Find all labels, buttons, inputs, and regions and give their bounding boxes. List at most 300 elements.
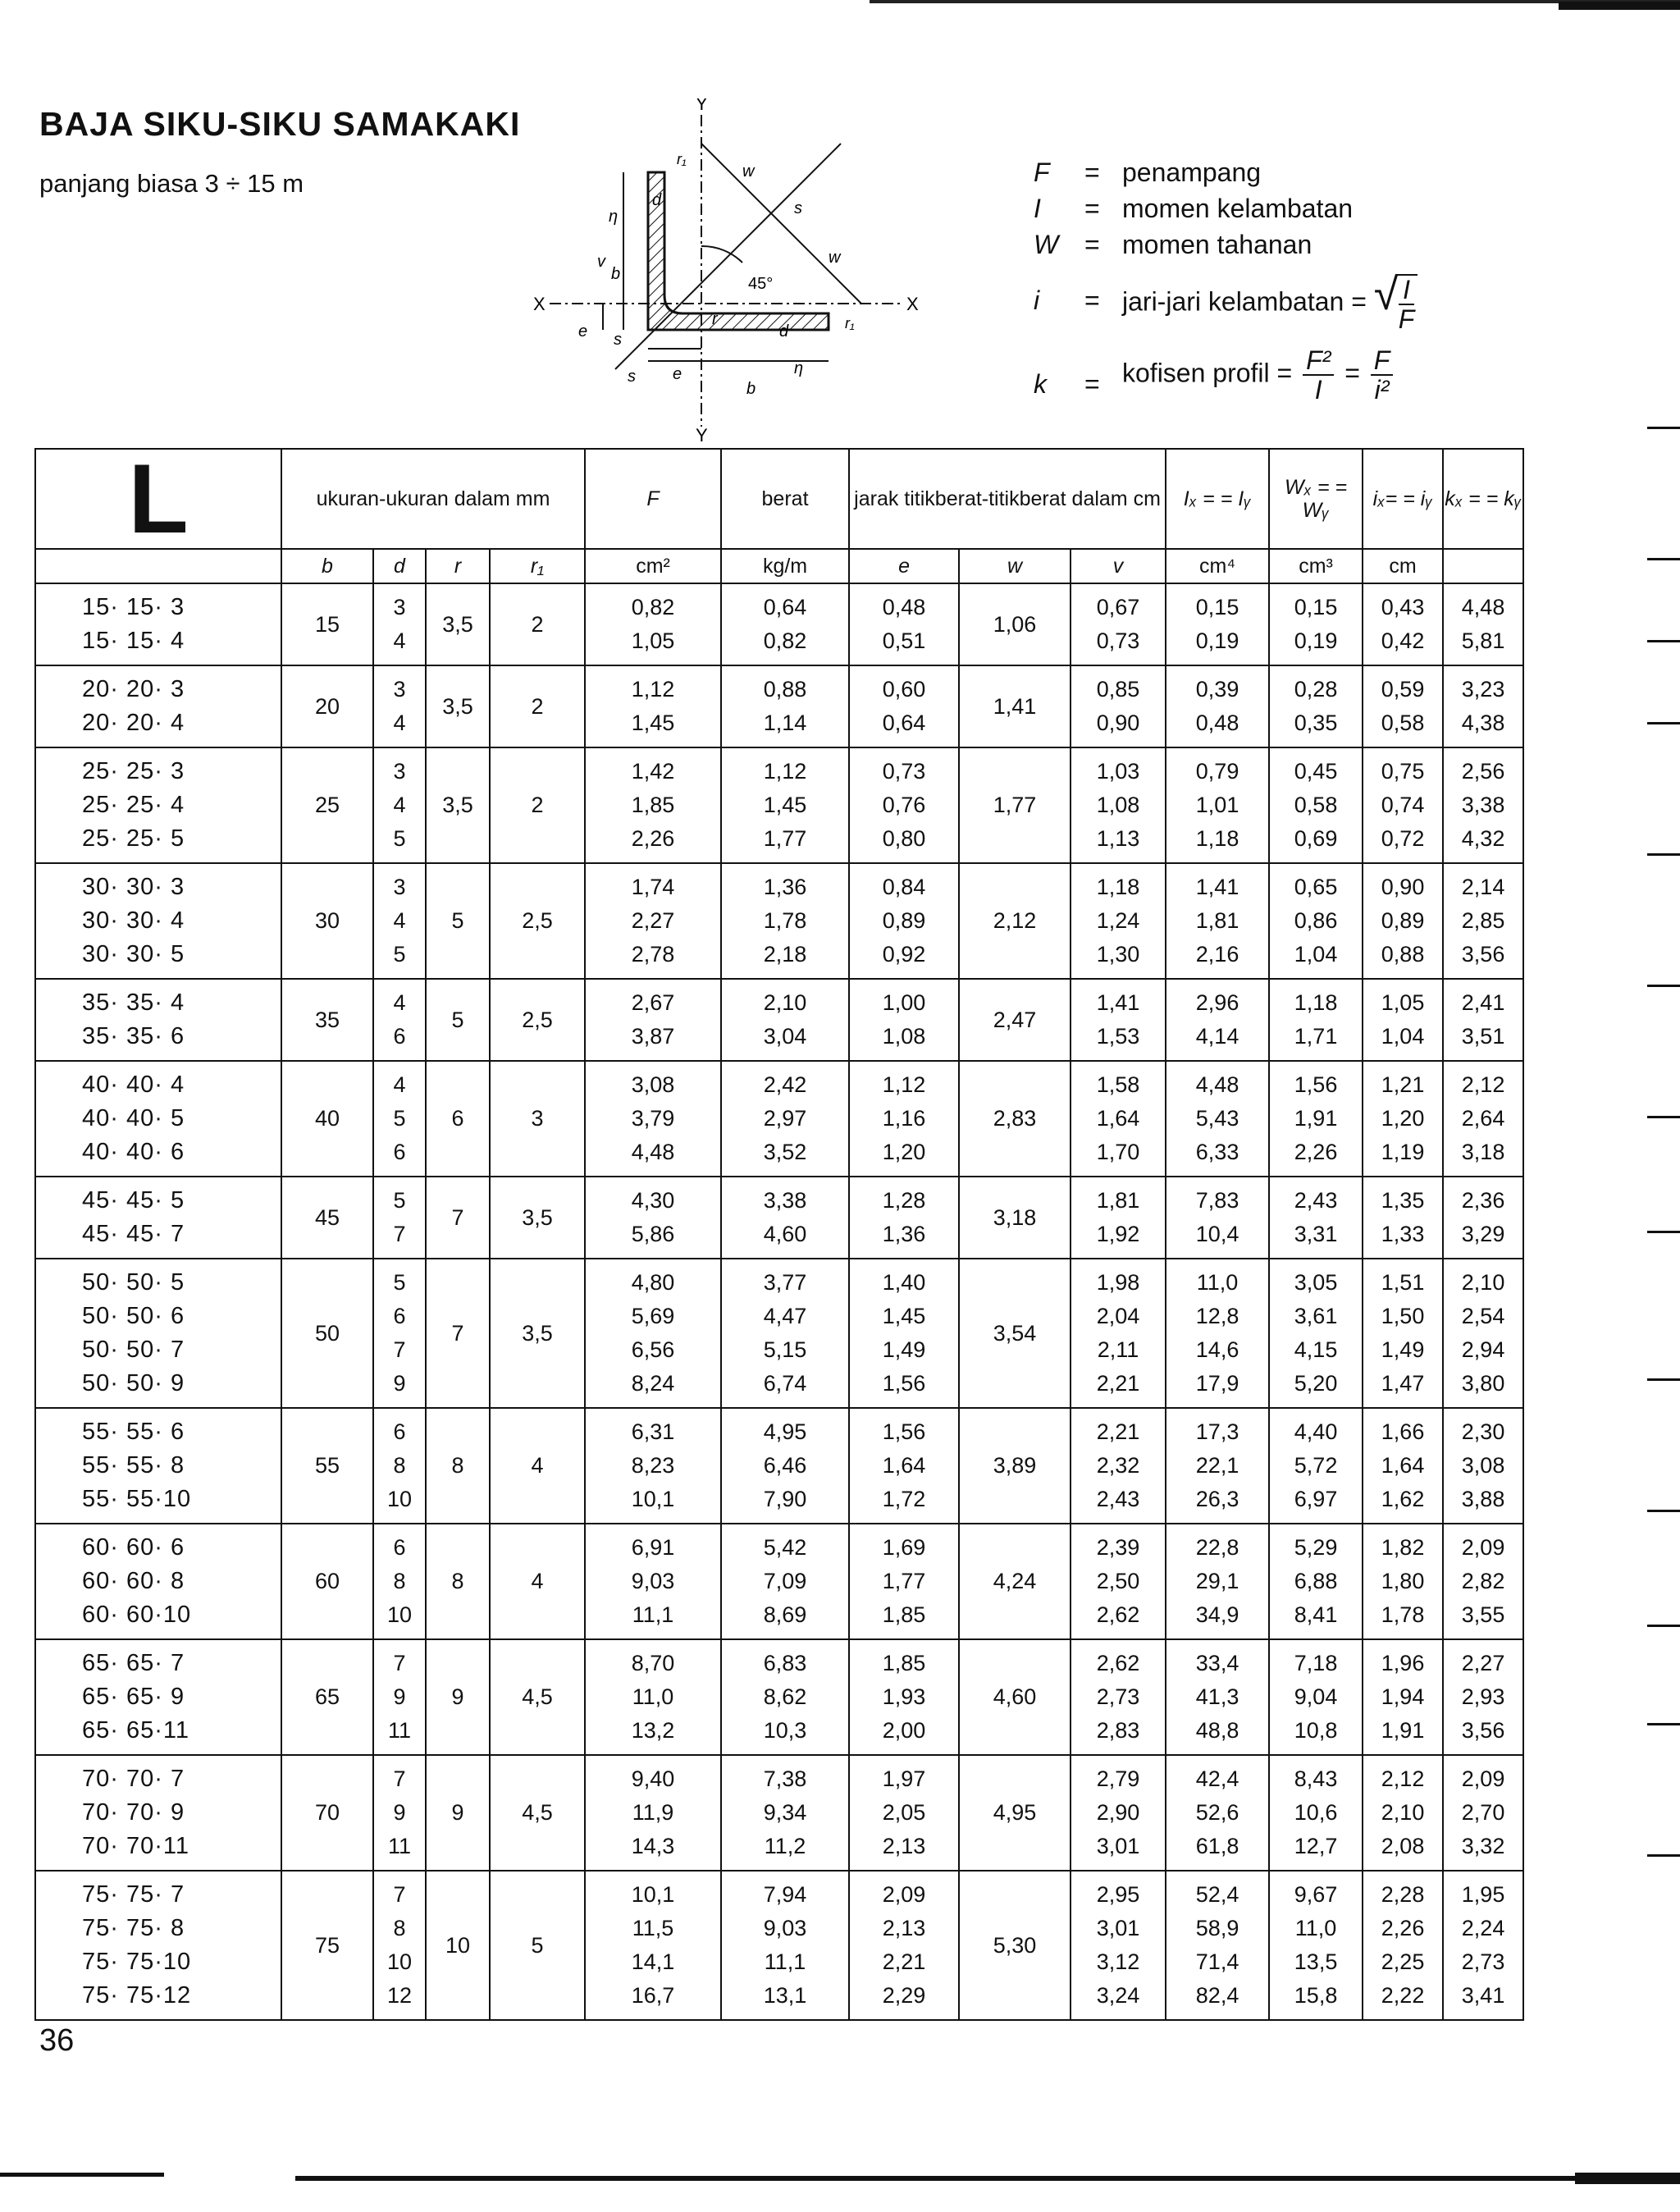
kx-cell-value: 3,29: [1461, 1222, 1505, 1246]
berat-cell: [721, 863, 849, 979]
ix-radius-cell-value: 2,26: [1381, 1916, 1425, 1940]
column-header-r1: [490, 549, 585, 583]
column-header-r1-label: r₁: [530, 555, 545, 578]
f-cell: [585, 665, 721, 747]
ix-cell-value: 14,6: [1195, 1337, 1239, 1362]
designation-cell-value: 40· 40· 6: [82, 1139, 185, 1165]
berat-cell-value: 2,42: [763, 1072, 807, 1097]
e-cell-value: 1,56: [882, 1371, 926, 1396]
d-cell-value: 8: [393, 1453, 406, 1478]
f-cell-value: 1,42: [631, 759, 675, 784]
d-cell-value: 5: [393, 1188, 406, 1213]
fraction-numerator: F: [1371, 346, 1394, 376]
e-cell-value: 1,20: [882, 1140, 926, 1164]
designation-cell-value: 30· 30· 3: [82, 874, 185, 900]
r1-label-right: r₁: [845, 315, 855, 331]
v-cell-value: 2,90: [1096, 1800, 1140, 1825]
e-cell-value: 0,84: [882, 875, 926, 899]
f-cell-value: 14,1: [631, 1949, 675, 1974]
e-cell: [849, 1177, 959, 1259]
e-cell-value: 2,00: [882, 1718, 926, 1743]
kx-cell: [1443, 1524, 1523, 1639]
designation-cell-value: 30· 30· 4: [82, 907, 185, 934]
d-cell-value: 5: [393, 1106, 406, 1131]
wx-cell-value: 11,0: [1294, 1916, 1337, 1940]
designation-cell-value: 50· 50· 5: [82, 1269, 185, 1296]
wx-cell-value: 3,31: [1294, 1222, 1338, 1246]
kx-cell-value: 4,32: [1461, 826, 1505, 851]
f-cell-value: 3,08: [631, 1072, 675, 1097]
column-header-ix-radius-label: iₓ= = iᵧ: [1372, 487, 1433, 510]
ix-cell-value: 4,48: [1195, 1072, 1239, 1097]
r1-cell: 2: [490, 747, 585, 863]
d-cell-value: 3: [393, 875, 406, 899]
ix-radius-cell-value: 1,78: [1381, 1602, 1425, 1627]
table-row-group: [35, 1061, 1523, 1177]
v-cell: [1071, 863, 1166, 979]
column-header-berat: berat: [721, 449, 849, 549]
r1-cell: 2,5: [490, 979, 585, 1061]
ix-cell-value: 6,33: [1195, 1140, 1239, 1164]
ix-cell: [1166, 1408, 1269, 1524]
w-cell: 4,60: [959, 1639, 1071, 1755]
d-cell: [373, 979, 426, 1061]
wx-cell-value: 4,40: [1294, 1419, 1338, 1444]
unit-cm4: cm⁴: [1166, 549, 1269, 583]
ix-cell-value: 1,01: [1195, 793, 1239, 817]
d-cell-value: 10: [386, 1949, 413, 1974]
d-cell-value: 7: [393, 1651, 406, 1675]
kx-cell-value: 3,56: [1461, 942, 1505, 967]
designation-cell-value: 55· 55· 6: [82, 1419, 185, 1445]
f-cell-value: 11,9: [632, 1800, 674, 1825]
fraction-numerator: F²: [1303, 346, 1334, 376]
ix-cell-value: 11,0: [1196, 1270, 1239, 1295]
d-cell-value: 6: [393, 1024, 406, 1049]
berat-cell: [721, 747, 849, 863]
d-cell-value: 11: [387, 1718, 412, 1743]
e-cell: [849, 1524, 959, 1639]
kx-cell-value: 2,70: [1461, 1800, 1505, 1825]
radical-icon: √: [1373, 270, 1399, 319]
designation-cell: [35, 979, 281, 1061]
f-cell-value: 9,03: [631, 1569, 675, 1593]
ix-radius-cell-value: 1,62: [1381, 1487, 1425, 1511]
d-cell-value: 9: [393, 1371, 406, 1396]
ix-cell: [1166, 665, 1269, 747]
f-cell: [585, 1871, 721, 2020]
ix-cell-value: 0,15: [1195, 595, 1239, 619]
wx-cell-value: 3,61: [1294, 1304, 1338, 1328]
ix-radius-cell: [1363, 1408, 1443, 1524]
e-cell: [849, 747, 959, 863]
f-cell-value: 4,48: [631, 1140, 675, 1164]
r-cell: 7: [426, 1177, 490, 1259]
f-cell: [585, 1755, 721, 1871]
r1-cell: 3: [490, 1061, 585, 1177]
v-cell: [1071, 979, 1166, 1061]
e-cell-value: 1,85: [882, 1651, 926, 1675]
f-cell-value: 4,80: [631, 1270, 675, 1295]
page-subtitle: panjang biasa 3 ÷ 15 m: [39, 169, 304, 198]
e-cell-value: 0,60: [882, 677, 926, 702]
ix-cell-value: 0,39: [1195, 677, 1239, 702]
berat-cell-value: 1,36: [763, 875, 807, 899]
f-cell-value: 8,70: [631, 1651, 675, 1675]
f-cell-value: 2,26: [631, 826, 675, 851]
d-cell-value: 3: [393, 759, 406, 784]
ix-cell-value: 61,8: [1195, 1834, 1239, 1858]
legend-equals: =: [1084, 369, 1100, 399]
designation-cell-value: 75· 75· 7: [82, 1881, 185, 1908]
designation-cell-value: 30· 30· 5: [82, 941, 185, 967]
r1-cell: 2,5: [490, 863, 585, 979]
ix-radius-cell-value: 2,12: [1381, 1766, 1425, 1791]
e-cell-value: 2,05: [882, 1800, 926, 1825]
d-cell-value: 4: [393, 908, 406, 933]
designation-cell-value: 25· 25· 4: [82, 792, 185, 818]
e-cell-value: 1,56: [882, 1419, 926, 1444]
kx-cell-value: 2,56: [1461, 759, 1505, 784]
legend-text: penampang: [1122, 158, 1262, 187]
r-cell: 9: [426, 1755, 490, 1871]
berat-cell-value: 1,14: [763, 711, 807, 735]
kx-cell-value: 4,38: [1461, 711, 1505, 735]
ix-radius-cell-value: 1,82: [1381, 1535, 1425, 1560]
v-cell-value: 3,01: [1096, 1834, 1140, 1858]
w-cell: 1,06: [959, 583, 1071, 665]
v-label: v: [597, 253, 605, 271]
eta-label-bottom: η: [794, 359, 804, 377]
e-cell-value: 1,16: [882, 1106, 926, 1131]
wx-cell-value: 0,35: [1294, 711, 1338, 735]
r1-cell: 4: [490, 1408, 585, 1524]
designation-cell-value: 55· 55· 8: [82, 1452, 185, 1478]
kx-cell-value: 2,93: [1461, 1684, 1505, 1709]
kx-cell: [1443, 747, 1523, 863]
ix-radius-cell: [1363, 1061, 1443, 1177]
column-header-v: [1071, 549, 1166, 583]
b-cell: 55: [281, 1408, 373, 1524]
w-cell: 1,77: [959, 747, 1071, 863]
wx-cell-value: 6,88: [1294, 1569, 1338, 1593]
designation-cell-value: 20· 20· 4: [82, 710, 185, 736]
ix-radius-cell-value: 2,10: [1381, 1800, 1425, 1825]
r-cell: 3,5: [426, 583, 490, 665]
wx-cell-value: 8,41: [1294, 1602, 1338, 1627]
kx-cell-value: 3,55: [1461, 1602, 1505, 1627]
column-header-b-label: b: [322, 555, 333, 578]
bottom-edge-line: [0, 2173, 1680, 2184]
e-cell-value: 2,13: [882, 1834, 926, 1858]
berat-cell-value: 0,82: [763, 628, 807, 653]
berat-cell: [721, 665, 849, 747]
wx-cell: [1269, 1259, 1363, 1408]
table-row-group: [35, 1871, 1523, 2020]
v-cell-value: 2,11: [1097, 1337, 1139, 1362]
f-cell-value: 10,1: [631, 1487, 675, 1511]
e-label-bottom: e: [673, 365, 682, 383]
ix-radius-cell-value: 1,91: [1381, 1718, 1425, 1743]
designation-cell-value: 50· 50· 6: [82, 1303, 185, 1329]
berat-cell: [721, 1177, 849, 1259]
legend-text: momen kelambatan: [1122, 194, 1354, 223]
kx-cell-value: 2,24: [1461, 1916, 1505, 1940]
diagonal-w-line: [701, 144, 861, 304]
ix-cell-value: 29,1: [1195, 1569, 1239, 1593]
designation-cell-value: 75· 75·12: [82, 1982, 192, 2009]
e-cell-value: 1,45: [882, 1304, 926, 1328]
r-cell: 6: [426, 1061, 490, 1177]
table-row-group: [35, 1408, 1523, 1524]
column-header-f-label: F: [646, 487, 660, 510]
e-cell-value: 1,12: [882, 1072, 926, 1097]
wx-cell: [1269, 1408, 1363, 1524]
w-cell: 3,18: [959, 1177, 1071, 1259]
f-cell: [585, 1061, 721, 1177]
f-cell: [585, 1177, 721, 1259]
wx-cell-value: 10,6: [1294, 1800, 1338, 1825]
d-cell-value: 4: [393, 628, 406, 653]
v-cell-value: 2,32: [1096, 1453, 1140, 1478]
v-cell: [1071, 1524, 1166, 1639]
wx-cell: [1269, 747, 1363, 863]
f-cell-value: 2,27: [631, 908, 675, 933]
table-row-group: [35, 665, 1523, 747]
f-cell-value: 3,87: [631, 1024, 675, 1049]
kx-cell-value: 2,54: [1461, 1304, 1505, 1328]
r1-cell: 4,5: [490, 1755, 585, 1871]
w-cell: 2,83: [959, 1061, 1071, 1177]
e-cell-value: 1,00: [882, 990, 926, 1015]
wx-cell: [1269, 1639, 1363, 1755]
ix-radius-cell-value: 0,89: [1381, 908, 1425, 933]
w-cell: 2,47: [959, 979, 1071, 1061]
kx-cell-value: 2,10: [1461, 1270, 1505, 1295]
d-cell-value: 9: [393, 1800, 406, 1825]
wx-cell: [1269, 1755, 1363, 1871]
ix-radius-cell: [1363, 1639, 1443, 1755]
angle-label: 45°: [748, 275, 774, 293]
w-cell: 3,89: [959, 1408, 1071, 1524]
wx-cell: [1269, 979, 1363, 1061]
berat-cell: [721, 1871, 849, 2020]
right-edge-marks: [1631, 410, 1680, 1887]
kx-cell: [1443, 1639, 1523, 1755]
d-cell-value: 8: [393, 1916, 406, 1940]
f-cell-value: 1,85: [631, 793, 675, 817]
unit-empty: [1443, 549, 1523, 583]
v-cell-value: 2,21: [1096, 1371, 1140, 1396]
column-header-r: [426, 549, 490, 583]
designation-cell-value: 55· 55·10: [82, 1486, 192, 1512]
berat-cell: [721, 1259, 849, 1408]
unit-cm2: cm²: [585, 549, 721, 583]
d-cell-value: 3: [393, 595, 406, 619]
ix-cell-value: 17,9: [1195, 1371, 1239, 1396]
wx-cell-value: 10,8: [1294, 1718, 1338, 1743]
kx-cell: [1443, 1061, 1523, 1177]
f-cell-value: 10,1: [631, 1882, 675, 1907]
column-header-ix: [1166, 449, 1269, 549]
f-cell-value: 3,79: [631, 1106, 675, 1131]
berat-cell-value: 1,45: [763, 793, 807, 817]
v-cell-value: 2,62: [1096, 1602, 1140, 1627]
legend-text: kofisen profil =: [1122, 358, 1293, 388]
designation-cell-value: 70· 70· 7: [82, 1766, 185, 1792]
ix-cell-value: 42,4: [1195, 1766, 1239, 1791]
s-label-lower: s: [614, 331, 622, 349]
wx-cell: [1269, 665, 1363, 747]
ix-cell: [1166, 863, 1269, 979]
e-label-left: e: [578, 322, 588, 340]
v-cell-value: 3,24: [1096, 1983, 1140, 2008]
f-cell: [585, 1524, 721, 1639]
ix-radius-cell-value: 0,59: [1381, 677, 1425, 702]
ix-radius-cell-value: 1,04: [1381, 1024, 1425, 1049]
designation-cell-value: 15· 15· 4: [82, 628, 185, 654]
designation-cell-value: 35· 35· 4: [82, 989, 185, 1016]
designation-cell-value: 65· 65· 7: [82, 1650, 185, 1676]
f-cell: [585, 583, 721, 665]
fraction-denominator: F: [1398, 304, 1415, 334]
r-cell: 5: [426, 863, 490, 979]
d-cell: [373, 1524, 426, 1639]
berat-cell-value: 10,3: [763, 1718, 807, 1743]
berat-cell: [721, 1755, 849, 1871]
berat-cell-value: 7,90: [763, 1487, 807, 1511]
ix-cell: [1166, 1524, 1269, 1639]
ix-cell: [1166, 1639, 1269, 1755]
v-cell-value: 1,08: [1096, 793, 1140, 817]
legend-text: momen tahanan: [1122, 230, 1312, 259]
d-cell-value: 4: [393, 793, 406, 817]
b-cell: 15: [281, 583, 373, 665]
kx-cell-value: 2,82: [1461, 1569, 1505, 1593]
d-cell-value: 12: [386, 1983, 413, 2008]
designation-cell-value: 45· 45· 7: [82, 1221, 185, 1247]
designation-cell: [35, 1871, 281, 2020]
column-header-d: [373, 549, 426, 583]
wx-cell-value: 6,97: [1294, 1487, 1338, 1511]
designation-cell-value: 50· 50· 7: [82, 1337, 185, 1363]
designation-cell-value: 20· 20· 3: [82, 676, 185, 702]
d-label-top: d: [652, 191, 662, 209]
f-cell-value: 2,67: [631, 990, 675, 1015]
wx-cell-value: 0,45: [1294, 759, 1338, 784]
legend-equals: =: [1084, 194, 1100, 223]
ix-radius-cell: [1363, 979, 1443, 1061]
wx-cell-value: 15,8: [1294, 1983, 1338, 2008]
designation-cell-value: 40· 40· 5: [82, 1105, 185, 1131]
ix-cell-value: 71,4: [1195, 1949, 1239, 1974]
legend-equals: =: [1084, 158, 1100, 187]
berat-cell-value: 2,97: [763, 1106, 807, 1131]
berat-cell-value: 3,38: [763, 1188, 807, 1213]
f-cell: [585, 747, 721, 863]
b-cell: 20: [281, 665, 373, 747]
kx-cell: [1443, 1871, 1523, 2020]
berat-cell-value: 5,15: [763, 1337, 807, 1362]
table-row-group: [35, 1639, 1523, 1755]
berat-cell-value: 3,04: [763, 1024, 807, 1049]
d-cell-value: 10: [386, 1487, 413, 1511]
w-label-right: w: [829, 249, 841, 267]
d-cell: [373, 1061, 426, 1177]
kx-cell-value: 3,80: [1461, 1371, 1505, 1396]
page-title: BAJA SIKU-SIKU SAMAKAKI: [39, 105, 521, 143]
ix-cell-value: 22,1: [1195, 1453, 1239, 1478]
berat-cell-value: 4,47: [763, 1304, 807, 1328]
ix-radius-cell-value: 0,88: [1381, 942, 1425, 967]
f-cell-value: 11,1: [632, 1602, 674, 1627]
ix-radius-cell-value: 1,51: [1381, 1270, 1425, 1295]
berat-cell: [721, 1639, 849, 1755]
designation-cell-value: 65· 65·11: [82, 1717, 189, 1744]
v-cell-value: 0,67: [1096, 595, 1140, 619]
formula-equals: =: [1344, 358, 1360, 388]
b-cell: 50: [281, 1259, 373, 1408]
ix-cell-value: 33,4: [1195, 1651, 1239, 1675]
legend-symbol: k: [1034, 369, 1047, 399]
y-top-label: Y: [696, 98, 708, 114]
legend-formula-k: [1122, 346, 1396, 404]
ix-cell-value: 5,43: [1195, 1106, 1239, 1131]
ix-radius-cell-value: 1,64: [1381, 1453, 1425, 1478]
wx-cell-value: 0,15: [1294, 595, 1338, 619]
kx-cell-value: 2,12: [1461, 1072, 1505, 1097]
e-cell: [849, 1639, 959, 1755]
wx-cell-value: 4,15: [1294, 1337, 1338, 1362]
berat-cell-value: 2,10: [763, 990, 807, 1015]
y-bottom-label: Y: [696, 425, 708, 443]
column-header-r-label: r: [454, 555, 462, 578]
e-cell-value: 1,97: [882, 1766, 926, 1791]
column-header-b: [281, 549, 373, 583]
ix-cell-value: 17,3: [1195, 1419, 1239, 1444]
v-cell-value: 1,30: [1096, 942, 1140, 967]
e-cell-value: 1,08: [882, 1024, 926, 1049]
wx-cell-value: 1,71: [1294, 1024, 1338, 1049]
v-cell-value: 2,21: [1096, 1419, 1140, 1444]
r-cell: 3,5: [426, 747, 490, 863]
berat-cell: [721, 1524, 849, 1639]
kx-cell-value: 3,32: [1461, 1834, 1505, 1858]
designation-cell-value: 45· 45· 5: [82, 1187, 185, 1213]
ix-cell-value: 4,14: [1195, 1024, 1239, 1049]
d-cell-value: 11: [387, 1834, 412, 1858]
e-cell-value: 2,09: [882, 1882, 926, 1907]
e-cell-value: 0,48: [882, 595, 926, 619]
angle-section: [648, 172, 829, 330]
unit-cm3: cm³: [1269, 549, 1363, 583]
berat-cell-value: 1,12: [763, 759, 807, 784]
column-header-ix-radius: [1363, 449, 1443, 549]
b-cell: 65: [281, 1639, 373, 1755]
d-cell: [373, 863, 426, 979]
f-cell: [585, 979, 721, 1061]
v-cell-value: 1,92: [1096, 1222, 1140, 1246]
wx-cell-value: 0,65: [1294, 875, 1338, 899]
f-cell: [585, 1259, 721, 1408]
ix-cell-value: 22,8: [1195, 1535, 1239, 1560]
ix-cell-value: 1,41: [1195, 875, 1239, 899]
ix-radius-cell-value: 1,21: [1381, 1072, 1425, 1097]
d-cell-value: 8: [393, 1569, 406, 1593]
r1-cell: 2: [490, 583, 585, 665]
fraction-i-over-f: [1399, 276, 1415, 333]
ix-cell-value: 52,4: [1195, 1882, 1239, 1907]
